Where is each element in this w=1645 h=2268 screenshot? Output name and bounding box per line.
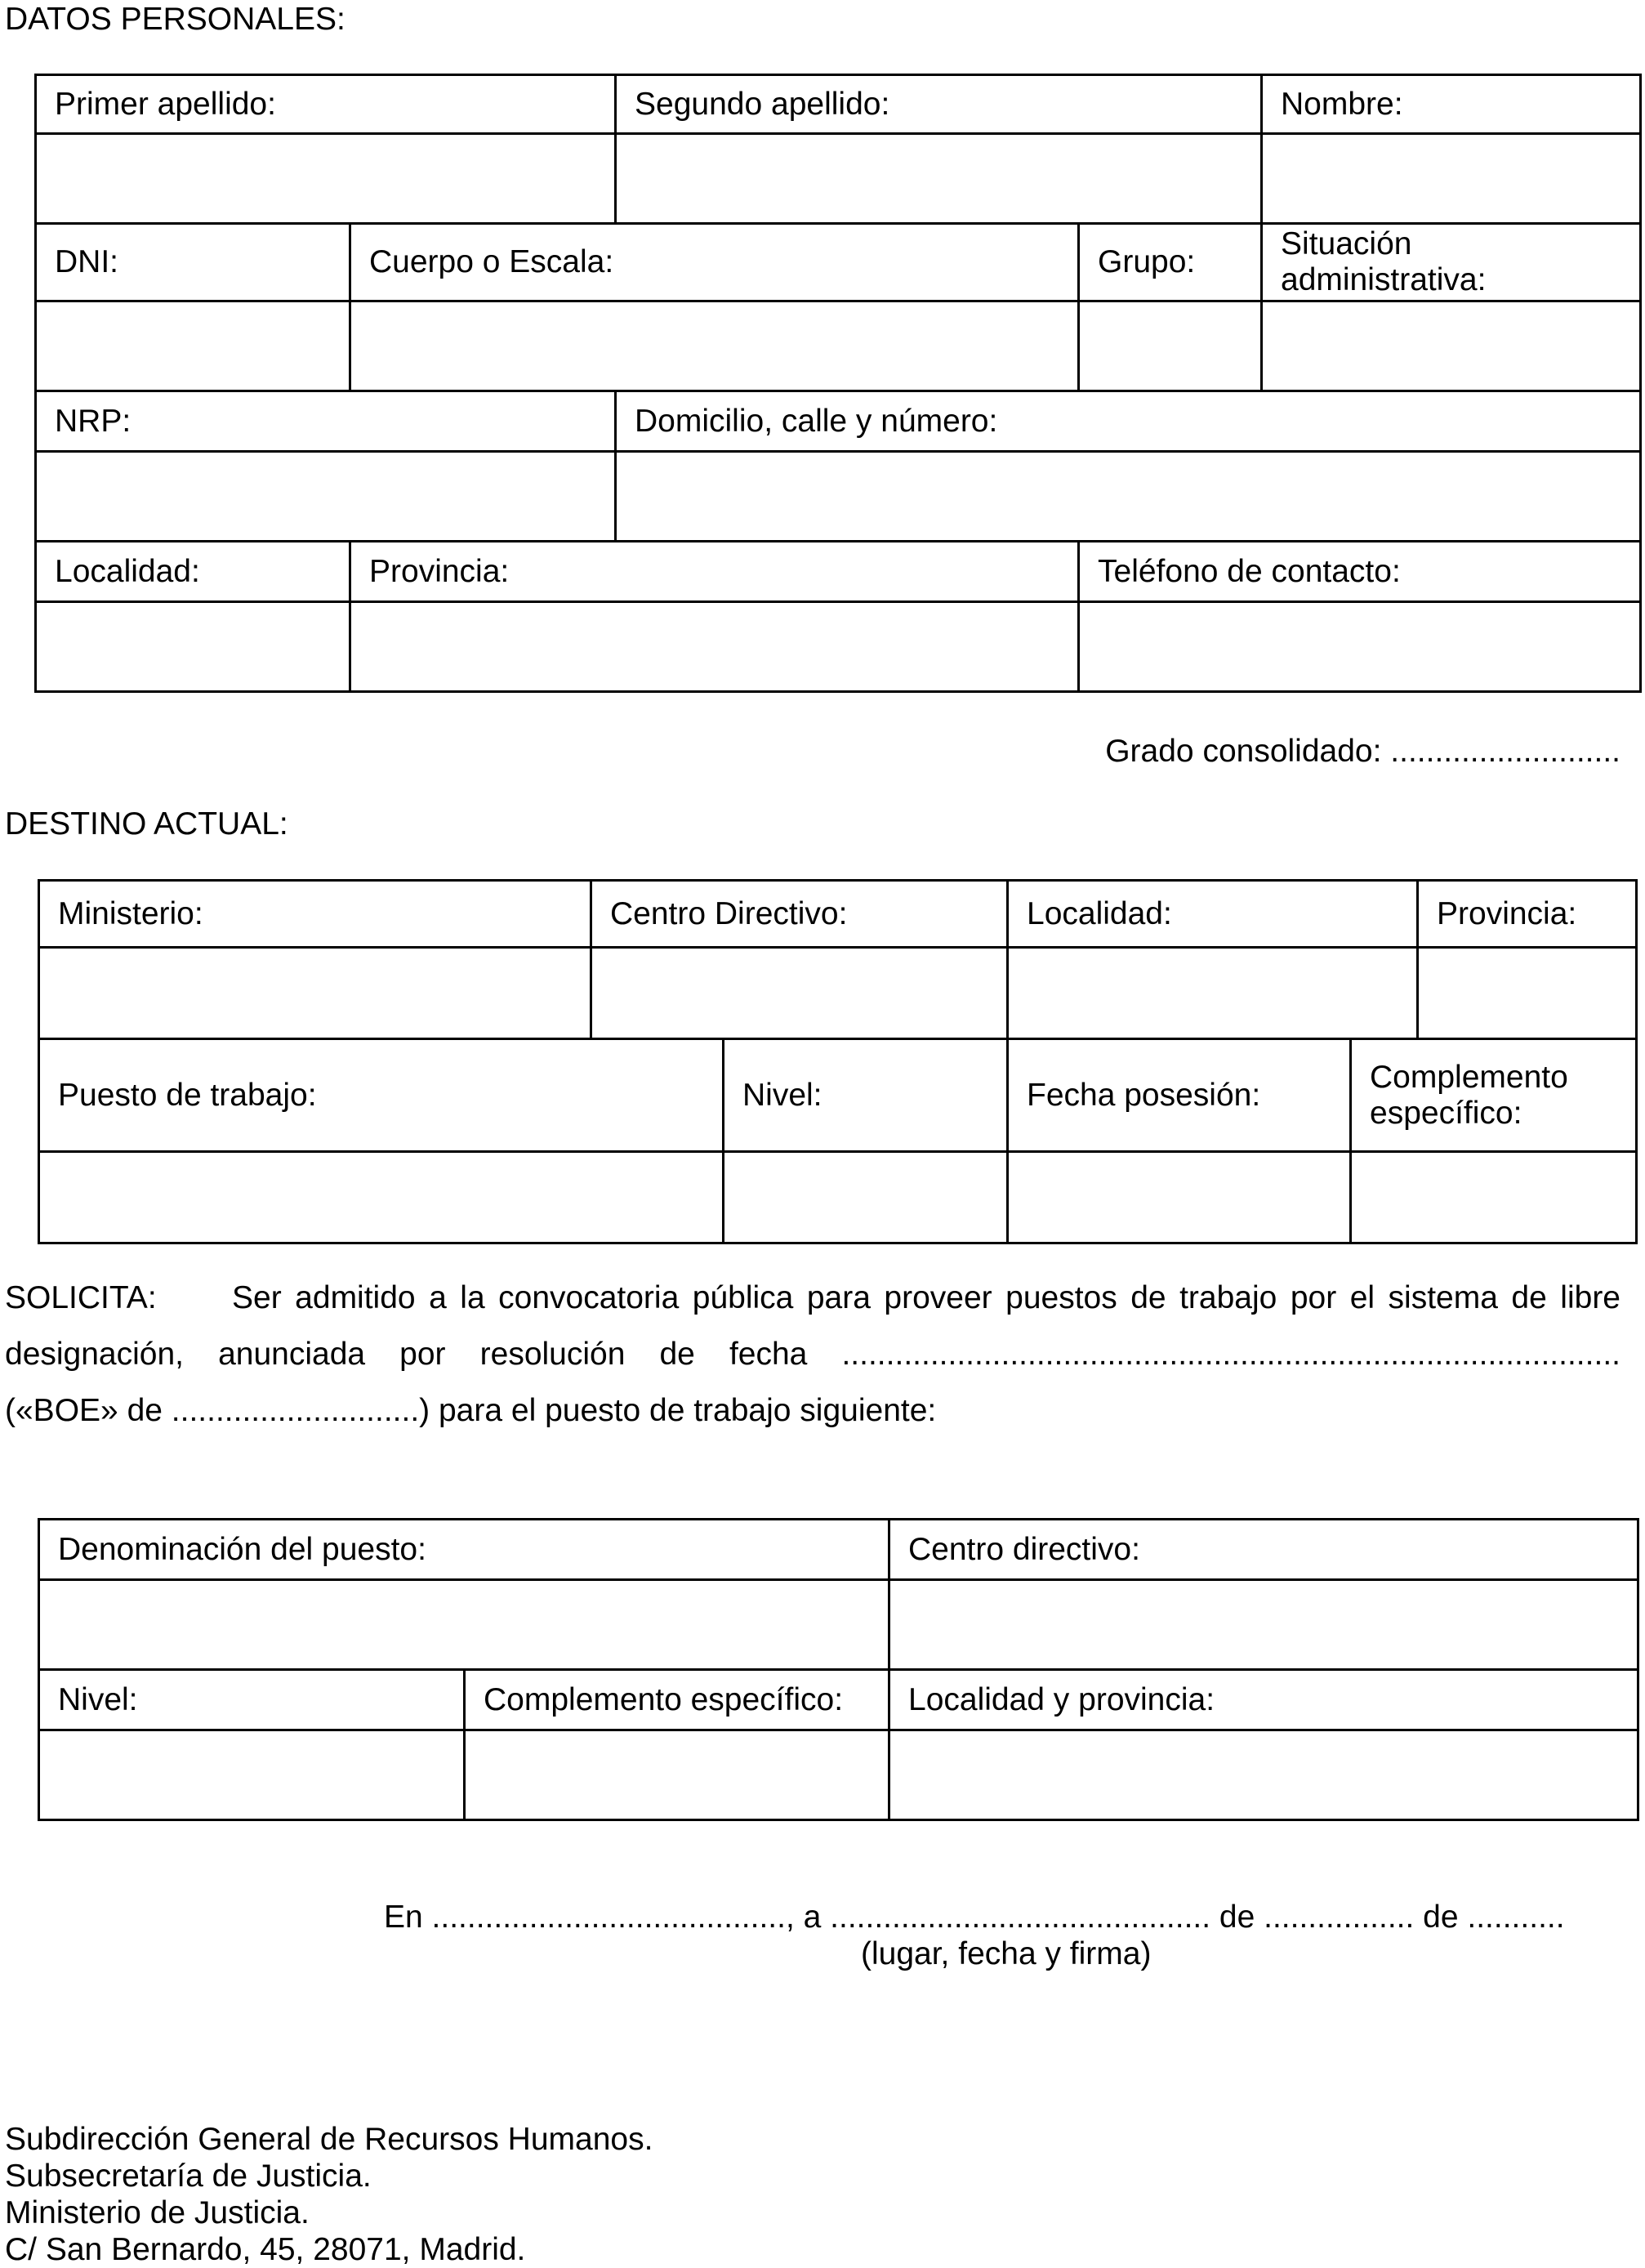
solicita-line-1: Ser admitido a la convocatoria pública para proveer puestos de trabajo por el sistema de libre <box>232 1280 1620 1315</box>
segundo-apellido-label: Segundo apellido: <box>616 75 1262 134</box>
localidad-destino-label: Localidad: <box>1008 881 1418 948</box>
primer-apellido-field[interactable] <box>36 134 616 224</box>
situacion-administrativa-label: Situación administrativa: <box>1262 224 1641 301</box>
telefono-label: Teléfono de contacto: <box>1079 542 1641 602</box>
centro-directivo-puesto-field[interactable] <box>889 1580 1638 1670</box>
complemento-puesto-field[interactable] <box>465 1730 889 1820</box>
dni-field[interactable] <box>36 301 350 391</box>
nrp-label: NRP: <box>36 391 616 452</box>
solicita-line-2: designación, anunciada por resolución de fecha ........................................................................................ <box>5 1337 1620 1372</box>
puesto-trabajo-label: Puesto de trabajo: <box>39 1039 724 1152</box>
domicilio-field[interactable] <box>616 452 1641 542</box>
nivel-destino-field[interactable] <box>724 1152 1008 1243</box>
provincia-destino-field[interactable] <box>1418 948 1637 1039</box>
ministerio-field[interactable] <box>39 948 591 1039</box>
nivel-puesto-field[interactable] <box>39 1730 465 1820</box>
fecha-posesion-label: Fecha posesión: <box>1008 1039 1351 1152</box>
localidad-field[interactable] <box>36 602 350 692</box>
fecha-posesion-field[interactable] <box>1008 1152 1351 1243</box>
denominacion-puesto-field[interactable] <box>39 1580 889 1670</box>
dni-label: DNI: <box>36 224 350 301</box>
datos-personales-heading: DATOS PERSONALES: <box>5 2 345 37</box>
firma-caption: (lugar, fecha y firma) <box>861 1936 1152 1971</box>
complemento-destino-field[interactable] <box>1351 1152 1637 1243</box>
solicita-paragraph <box>5 1270 1620 1439</box>
puesto-trabajo-field[interactable] <box>39 1152 724 1243</box>
solicita-line-3: («BOE» de ............................) para el puesto de trabajo siguiente: <box>5 1393 937 1428</box>
grupo-field[interactable] <box>1079 301 1262 391</box>
address-block <box>5 2121 653 2268</box>
localidad-label: Localidad: <box>36 542 350 602</box>
segundo-apellido-field[interactable] <box>616 134 1262 224</box>
grado-consolidado: Grado consolidado: .......................... <box>1105 734 1620 769</box>
address-line-1: Subdirección General de Recursos Humanos. <box>5 2122 653 2157</box>
centro-directivo-puesto-label: Centro directivo: <box>889 1520 1638 1580</box>
provincia-destino-label: Provincia: <box>1418 881 1637 948</box>
complemento-destino-label: Complemento específico: <box>1351 1039 1637 1152</box>
localidad-provincia-field[interactable] <box>889 1730 1638 1820</box>
address-line-4: C/ San Bernardo, 45, 28071, Madrid. <box>5 2232 526 2267</box>
nivel-destino-label: Nivel: <box>724 1039 1008 1152</box>
domicilio-label: Domicilio, calle y número: <box>616 391 1641 452</box>
destino-actual-table <box>38 879 1638 1244</box>
solicita-label: SOLICITA: <box>5 1280 157 1315</box>
nivel-puesto-label: Nivel: <box>39 1670 465 1730</box>
nombre-field[interactable] <box>1262 134 1641 224</box>
cuerpo-escala-field[interactable] <box>350 301 1079 391</box>
firma-line: En ........................................, a ........................................... de ................. de ........... <box>384 1900 1565 1935</box>
centro-directivo-field[interactable] <box>591 948 1008 1039</box>
cuerpo-escala-label: Cuerpo o Escala: <box>350 224 1079 301</box>
situacion-administrativa-field[interactable] <box>1262 301 1641 391</box>
localidad-provincia-label: Localidad y provincia: <box>889 1670 1638 1730</box>
address-line-3: Ministerio de Justicia. <box>5 2195 310 2230</box>
grupo-label: Grupo: <box>1079 224 1262 301</box>
localidad-destino-field[interactable] <box>1008 948 1418 1039</box>
datos-personales-table <box>34 74 1642 693</box>
nombre-label: Nombre: <box>1262 75 1641 134</box>
provincia-label: Provincia: <box>350 542 1079 602</box>
address-line-2: Subsecretaría de Justicia. <box>5 2159 372 2194</box>
complemento-puesto-label: Complemento específico: <box>465 1670 889 1730</box>
primer-apellido-label: Primer apellido: <box>36 75 616 134</box>
telefono-field[interactable] <box>1079 602 1641 692</box>
provincia-field[interactable] <box>350 602 1079 692</box>
puesto-solicitado-table <box>38 1518 1639 1821</box>
denominacion-puesto-label: Denominación del puesto: <box>39 1520 889 1580</box>
ministerio-label: Ministerio: <box>39 881 591 948</box>
destino-actual-heading: DESTINO ACTUAL: <box>5 806 288 842</box>
centro-directivo-label: Centro Directivo: <box>591 881 1008 948</box>
nrp-field[interactable] <box>36 452 616 542</box>
